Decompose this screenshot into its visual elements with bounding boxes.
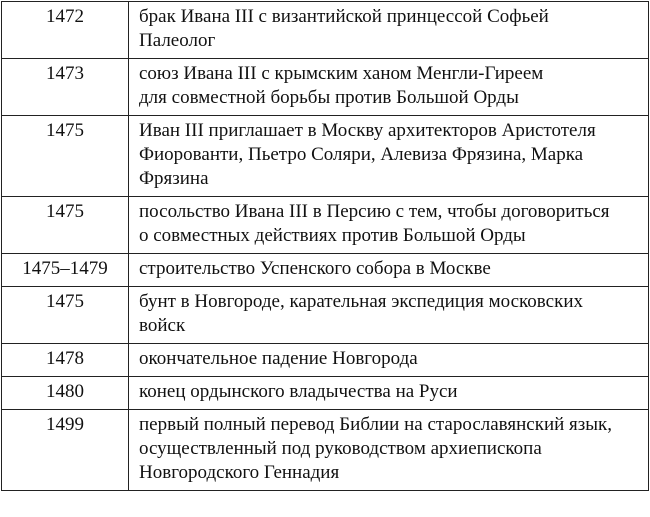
event-text: войск bbox=[139, 315, 186, 336]
event-text: Иван III приглашает в Москву архитекторов Аристотеля bbox=[139, 120, 596, 141]
table-row bbox=[2, 2, 649, 59]
year-cell: 1475 bbox=[2, 116, 129, 197]
event-cell bbox=[129, 2, 649, 59]
year-cell: 1499 bbox=[2, 410, 129, 491]
event-text: брак Ивана III с византийской принцессой Софьей bbox=[139, 6, 549, 27]
table-row bbox=[2, 254, 649, 287]
event-text: Фиорованти, Пьетро Соляри, Алевиза Фрязина, Марка bbox=[139, 144, 584, 165]
table-row bbox=[2, 344, 649, 377]
event-text: бунт в Новгороде, карательная экспедиция московских bbox=[139, 291, 583, 312]
event-text: Палеолог bbox=[139, 30, 216, 51]
event-text: строительство Успенского собора в Москве bbox=[139, 258, 491, 279]
year-cell: 1475 bbox=[2, 197, 129, 254]
event-text: посольство Ивана III в Персию с тем, чтобы договориться bbox=[139, 201, 610, 222]
year-cell: 1475–1479 bbox=[2, 254, 129, 287]
event-cell bbox=[129, 254, 649, 287]
table-row bbox=[2, 287, 649, 344]
table-row bbox=[2, 377, 649, 410]
event-cell bbox=[129, 410, 649, 491]
event-cell bbox=[129, 344, 649, 377]
table-row bbox=[2, 116, 649, 197]
year-cell: 1478 bbox=[2, 344, 129, 377]
event-text: Новгородского Геннадия bbox=[139, 462, 340, 483]
year-cell: 1473 bbox=[2, 59, 129, 116]
table-row bbox=[2, 197, 649, 254]
event-text: осуществленный под руководством архиепископа bbox=[139, 438, 542, 459]
event-cell bbox=[129, 116, 649, 197]
event-text: первый полный перевод Библии на старославянский язык, bbox=[139, 414, 613, 435]
event-cell bbox=[129, 287, 649, 344]
year-cell: 1472 bbox=[2, 2, 129, 59]
event-cell bbox=[129, 59, 649, 116]
chronology-table bbox=[1, 1, 649, 491]
event-text: Фрязина bbox=[139, 168, 209, 189]
year-cell: 1475 bbox=[2, 287, 129, 344]
event-text: окончательное падение Новгорода bbox=[139, 348, 418, 369]
table-row bbox=[2, 59, 649, 116]
event-cell bbox=[129, 197, 649, 254]
event-text: конец ордынского владычества на Руси bbox=[139, 381, 458, 402]
table-row bbox=[2, 410, 649, 491]
event-text: о совместных действиях против Большой Орды bbox=[139, 225, 526, 246]
event-text: союз Ивана III с крымским ханом Менгли-Гиреем bbox=[139, 63, 544, 84]
event-cell bbox=[129, 377, 649, 410]
year-cell: 1480 bbox=[2, 377, 129, 410]
event-text: для совместной борьбы против Большой Орды bbox=[139, 87, 519, 108]
